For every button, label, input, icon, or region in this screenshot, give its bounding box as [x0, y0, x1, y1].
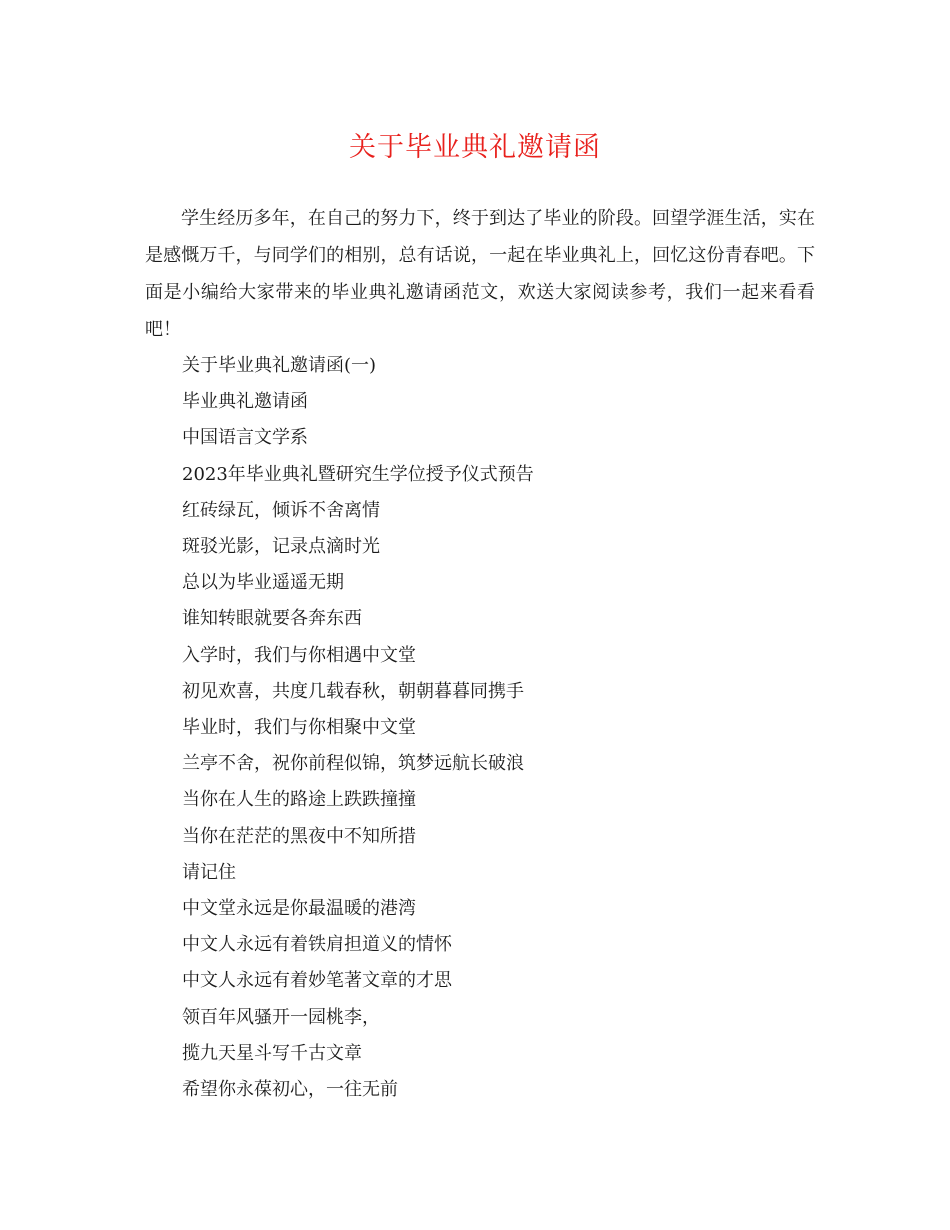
text-line: 中文堂永远是你最温暖的港湾 [182, 898, 416, 920]
text-line: 关于毕业典礼邀请函(一) [182, 355, 377, 376]
text-line: 总以为毕业遥遥无期 [182, 572, 344, 594]
document-title: 关于毕业典礼邀请函 [349, 132, 601, 163]
intro-paragraph: 学生经历多年，在自己的努力下，终于到达了毕业的阶段。回望学涯生活，实在是感慨万千，与同学们的相别，总有话说，一起在毕业典礼上，回忆这份青春吧。下面是小编给大家带来的毕业典礼邀请函范文，欢送大家阅读参考，我们一起来看看吧！ [145, 208, 815, 340]
text-line: 中国语言文学系 [182, 427, 308, 449]
invitation-lines [182, 348, 534, 1108]
text-line: 揽九天星斗写千古文章 [182, 1042, 362, 1064]
text-line: 兰亭不舍，祝你前程似锦，筑梦远航长破浪 [182, 753, 524, 775]
text-line: 谁知转眼就要各奔东西 [182, 608, 362, 630]
text-line: 2023年毕业典礼暨研究生学位授予仪式预告 [182, 463, 534, 485]
text-line: 请记住 [182, 861, 236, 883]
text-line: 红砖绿瓦，倾诉不舍离情 [182, 499, 380, 521]
text-line: 毕业时，我们与你相聚中文堂 [182, 717, 416, 739]
text-line: 当你在茫茫的黑夜中不知所措 [182, 825, 416, 847]
text-line: 希望你永葆初心，一往无前 [182, 1079, 398, 1101]
text-line: 领百年风骚开一园桃李， [182, 1006, 380, 1028]
text-line: 中文人永远有着妙笔著文章的才思 [182, 970, 452, 992]
text-line: 斑驳光影，记录点滴时光 [182, 536, 380, 558]
text-line: 中文人永远有着铁肩担道义的情怀 [182, 934, 452, 956]
text-line: 初见欢喜，共度几载春秋，朝朝暮暮同携手 [182, 680, 524, 702]
text-line: 入学时，我们与你相遇中文堂 [182, 644, 416, 666]
text-line: 毕业典礼邀请函 [182, 391, 308, 413]
text-line: 当你在人生的路途上跌跌撞撞 [182, 789, 416, 811]
